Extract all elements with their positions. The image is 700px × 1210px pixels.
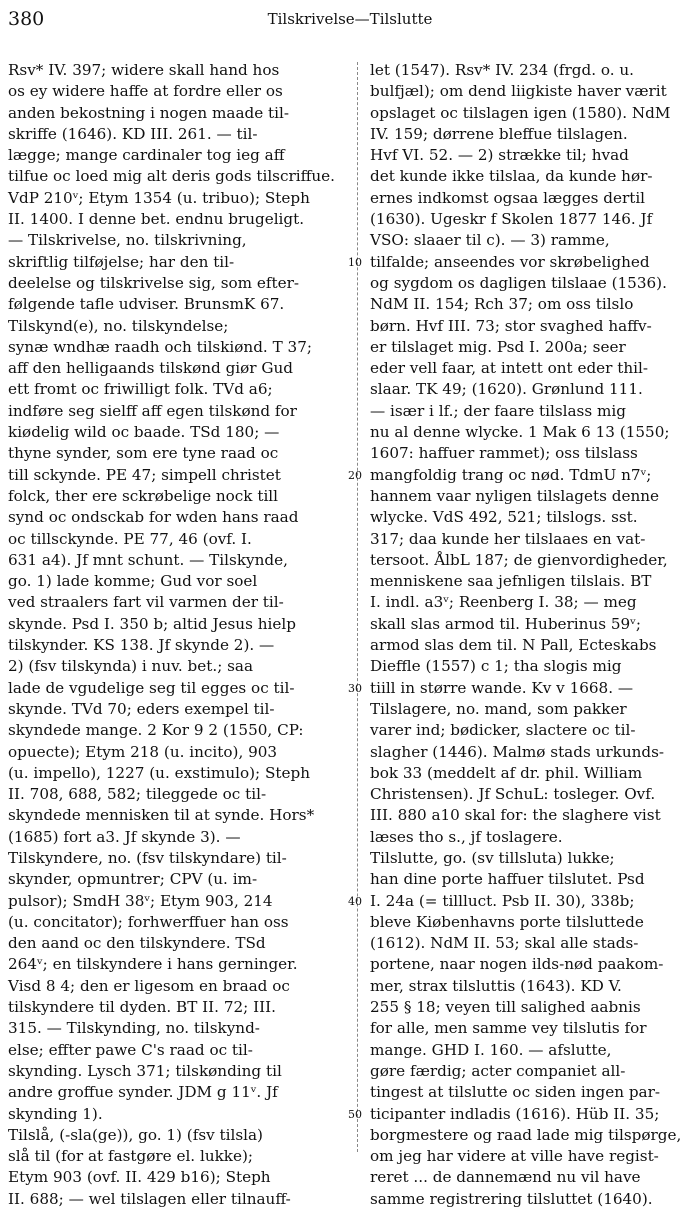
text-line: det kunde ikke tilslaa, da kunde hør- <box>370 167 653 186</box>
text-line: skyndede mennisken til at synde. Hors* <box>8 806 315 825</box>
text-line: bok 33 (meddelt af dr. phil. William <box>370 763 643 782</box>
text-line: er tilslaget mig. Psd I. 200a; seer <box>370 337 626 356</box>
text-line: Tilslutte, go. (sv tillsluta) lukke; <box>370 848 615 867</box>
text-line: skall slas armod til. Huberinus 59ᵛ; <box>370 614 641 633</box>
text-line: bulfjæl); om dend liigkiste haver værit <box>370 82 667 101</box>
text-line: Dieffle (1557) c 1; tha slogis mig <box>370 657 622 676</box>
text-line: anden bekostning i nogen maade til- <box>8 103 290 122</box>
text-line: reret ... de dannemænd nu vil have <box>370 1168 641 1187</box>
text-line: aff den helligaands tilskønd giør Gud <box>8 359 294 378</box>
text-line: andre groffue synder. JDM g 11ᵛ. Jf <box>8 1083 278 1102</box>
text-line: mangfoldig trang oc nød. TdmU n7ᵛ; <box>370 465 652 484</box>
text-line: 631 a4). Jf mnt schunt. — Tilskynde, <box>8 550 288 569</box>
text-line: 2) (fsv tilskynda) i nuv. bet.; saa <box>8 657 254 676</box>
text-line: skyndede mange. 2 Kor 9 2 (1550, CP: <box>8 721 304 740</box>
text-line: tilskyndere til dyden. BT II. 72; III. <box>8 998 276 1017</box>
text-line: Rsv* IV. 397; widere skall hand hos <box>8 61 280 79</box>
text-line: Etym 903 (ovf. II. 429 b16); Steph <box>8 1168 271 1187</box>
page-header <box>8 6 692 34</box>
text-line: synd oc ondsckab for wden hans raad <box>8 508 299 527</box>
text-line: nu al denne wlycke. 1 Mak 6 13 (1550; <box>370 423 670 442</box>
text-line: I. 24a (= tillluct. Psb II. 30), 338b; <box>370 891 635 910</box>
text-line: tiill in større wande. Kv v 1668. — <box>370 678 634 697</box>
left-column <box>8 60 348 1210</box>
text-line: deelelse og tilskrivelse sig, som efter- <box>8 273 299 292</box>
text-line: opuecte); Etym 218 (u. incito), 903 <box>8 742 278 761</box>
line-number: 40 <box>348 894 362 908</box>
text-line: — især i lf.; der faare tilslass mig <box>370 401 626 420</box>
text-line: tersoot. ÅlbL 187; de gienvordigheder, <box>370 550 668 569</box>
line-number: 50 <box>348 1107 362 1121</box>
text-line: wlycke. VdS 492, 521; tilslogs. sst. <box>370 508 638 527</box>
text-line: let (1547). Rsv* IV. 234 (frgd. o. u. <box>370 61 634 79</box>
running-title: Tilskrivelse—Tilslutte <box>267 10 433 28</box>
text-line: folck, ther ere sckrøbelige nock till <box>8 486 279 505</box>
text-line: slagher (1446). Malmø stads urkunds- <box>370 742 665 761</box>
text-line: ticipanter indladis (1616). Hüb II. 35; <box>370 1104 660 1123</box>
line-number: 20 <box>348 468 362 482</box>
text-line: VSO: slaaer til c). — 3) ramme, <box>370 231 610 250</box>
text-line: II. 688; — wel tilslagen eller tilnauff- <box>8 1189 291 1208</box>
text-line: tingest at tilslutte oc siden ingen par- <box>370 1083 661 1102</box>
text-line: for alle, men samme vey tilslutis for <box>370 1019 647 1038</box>
text-line: Tilskyndere, no. (fsv tilskyndare) til- <box>8 848 287 867</box>
column-divider <box>357 62 358 1152</box>
text-line: eder vell faar, at intett ont eder thil- <box>370 359 648 378</box>
text-line: og sygdom os dagligen tilslaae (1536). <box>370 273 667 292</box>
text-line: lade de vgudelige seg til egges oc til- <box>8 678 295 697</box>
text-line: 317; daa kunde her tilslaaes en vat- <box>370 529 646 548</box>
text-line: skynding. Lysch 371; tilskønding til <box>8 1061 282 1080</box>
text-line: thyne synder, som ere tyne raad oc <box>8 444 279 463</box>
right-column <box>370 60 692 1210</box>
text-line: menniskene saa jefnligen tilslais. BT <box>370 572 652 591</box>
text-line: skynde. TVd 70; eders exempel til- <box>8 699 275 718</box>
text-line: skriffe (1646). KD III. 261. — til- <box>8 124 258 143</box>
text-line: opslaget oc tilslagen igen (1580). NdM <box>370 103 671 122</box>
text-line: hannem vaar nyligen tilslagets denne <box>370 486 660 505</box>
text-line: varer ind; bødicker, slactere oc til- <box>370 721 636 740</box>
text-line: pulsor); SmdH 38ᵛ; Etym 903, 214 <box>8 891 273 910</box>
text-line: go. 1) lade komme; Gud vor soel <box>8 572 258 591</box>
text-line: till sckynde. PE 47; simpell christet <box>8 465 281 484</box>
text-line: NdM II. 154; Rch 37; om oss tilslo <box>370 295 634 314</box>
text-line: skynding 1). <box>8 1104 103 1123</box>
text-line: kiødelig wild oc baade. TSd 180; — <box>8 423 280 442</box>
text-line: Tilskynd(e), no. tilskyndelse; <box>8 316 229 335</box>
text-line: oc tillsckynde. PE 77, 46 (ovf. I. <box>8 529 252 548</box>
text-line: (1630). Ugeskr f Skolen 1877 146. Jf <box>370 210 653 229</box>
text-line: (1685) fort a3. Jf skynde 3). — <box>8 827 241 846</box>
text-line: gøre færdig; acter companiet all- <box>370 1061 626 1080</box>
text-line: mange. GHD I. 160. — afslutte, <box>370 1040 612 1059</box>
text-line: (u. concitator); forhwerffuer han oss <box>8 912 289 931</box>
text-line: (1612). NdM II. 53; skal alle stads- <box>370 934 639 953</box>
text-line: II. 1400. I denne bet. endnu brugeligt. <box>8 210 305 229</box>
line-number: 10 <box>348 255 362 269</box>
text-line: skynde. Psd I. 350 b; altid Jesus hielp <box>8 614 296 633</box>
text-line: Hvf VI. 52. — 2) strække til; hvad <box>370 146 629 165</box>
text-line: skynder, opmuntrer; CPV (u. im- <box>8 870 258 889</box>
text-line: I. indl. a3ᵛ; Reenberg I. 38; — meg <box>370 593 637 612</box>
text-line: (u. impello), 1227 (u. exstimulo); Steph <box>8 763 310 782</box>
text-line: mer, strax tilsluttis (1643). KD V. <box>370 976 622 995</box>
text-line: Visd 8 4; den er ligesom en braad oc <box>8 976 290 995</box>
text-line: 315. — Tilskynding, no. tilskynd- <box>8 1019 260 1038</box>
text-line: VdP 210ᵛ; Etym 1354 (u. tribuo); Steph <box>8 188 310 207</box>
text-line: tilfue oc loed mig alt deris gods tilscriffue. <box>8 167 335 186</box>
text-line: Tilslagere, no. mand, som pakker <box>370 699 627 718</box>
text-line: skriftlig tilføjelse; har den til- <box>8 252 235 271</box>
text-line: armod slas dem til. N Pall, Ecteskabs <box>370 636 657 655</box>
text-line: Christensen). Jf SchuL: tosleger. Ovf. <box>370 785 656 804</box>
text-line: IV. 159; dørrene bleffue tilslagen. <box>370 124 628 143</box>
text-line: portene, naar nogen ilds-nød paakom- <box>370 955 664 974</box>
page-number: 380 <box>8 8 45 30</box>
line-number: 30 <box>348 681 362 695</box>
text-line: samme registrering tilsluttet (1640). <box>370 1189 653 1208</box>
text-line: lægge; mange cardinaler tog ieg aff <box>8 146 285 165</box>
text-line: Tilslå, (-sla(ge)), go. 1) (fsv tilsla) <box>8 1125 263 1144</box>
text-line: II. 708, 688, 582; tileggede oc til- <box>8 785 267 804</box>
text-line: indføre seg sielff aff egen tilskønd for <box>8 401 297 420</box>
text-line: else; effter pawe C's raad oc til- <box>8 1040 253 1059</box>
text-line: tilfalde; anseendes vor skrøbelighed <box>370 252 650 271</box>
text-line: bleve Kiøbenhavns porte tilsluttede <box>370 912 644 931</box>
text-line: han dine porte haffuer tilslutet. Psd <box>370 870 645 889</box>
text-line: — Tilskrivelse, no. tilskrivning, <box>8 231 247 250</box>
text-line: ved straalers fart vil varmen der til- <box>8 593 284 612</box>
text-line: III. 880 a10 skal for: the slaghere vist <box>370 806 661 825</box>
text-line: ernes indkomst ogsaa lægges dertil <box>370 188 646 207</box>
text-line: os ey widere haffe at fordre eller os <box>8 82 283 101</box>
text-line: den aand oc den tilskyndere. TSd <box>8 934 266 953</box>
text-line: 1607: haffuer rammet); oss tilslass <box>370 444 638 463</box>
text-line: børn. Hvf III. 73; stor svaghed haffv- <box>370 316 652 335</box>
text-line: synæ wndhæ raadh och tilskiønd. T 37; <box>8 337 312 356</box>
text-line: slaar. TK 49; (1620). Grønlund 111. <box>370 380 643 399</box>
text-line: læses tho s., jf toslagere. <box>370 827 563 846</box>
text-line: ett fromt oc friwilligt folk. TVd a6; <box>8 380 273 399</box>
text-line: om jeg har videre at ville have regist- <box>370 1147 659 1166</box>
text-line: 255 § 18; veyen till salighed aabnis <box>370 998 641 1017</box>
text-line: 264ᵛ; en tilskyndere i hans gerninger. <box>8 955 298 974</box>
text-line: borgmestere og raad lade mig tilspørge, <box>370 1125 682 1144</box>
text-line: slå til (for at fastgøre el. lukke); <box>8 1147 254 1166</box>
text-line: følgende tafle udviser. BrunsmK 67. <box>8 295 285 314</box>
text-line: tilskynder. KS 138. Jf skynde 2). — <box>8 636 275 655</box>
